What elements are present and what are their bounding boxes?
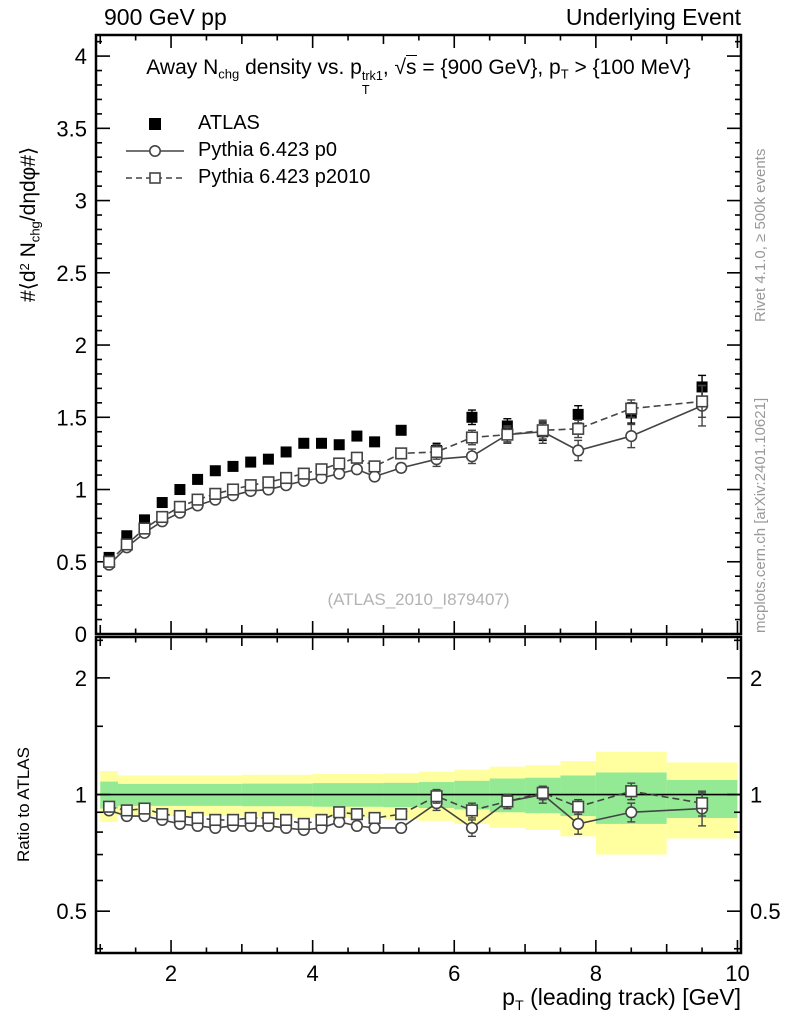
data-point-filled-square: [157, 497, 168, 508]
data-point-open-square: [537, 788, 548, 799]
tick-label: 0: [74, 622, 87, 647]
data-point-open-square: [537, 425, 548, 436]
tick-label: 3: [74, 188, 87, 214]
data-point-open-square: [697, 396, 708, 407]
tick-label: 10: [725, 961, 750, 986]
data-point-open-square: [245, 480, 256, 491]
data-point-filled-square: [396, 425, 407, 436]
data-point-open-square: [316, 464, 327, 475]
data-point-open-circle: [396, 463, 407, 474]
data-point-open-square: [502, 796, 513, 807]
data-point-open-square: [431, 447, 442, 458]
data-point-open-square: [467, 805, 478, 816]
data-point-open-square: [139, 803, 150, 814]
data-point-open-square: [121, 805, 132, 816]
data-point-open-square: [210, 815, 221, 826]
tick-label: 2: [74, 665, 87, 691]
data-point-open-circle: [369, 471, 380, 482]
title-part: ,: [382, 56, 395, 79]
analysis-id-watermark: (ATLAS_2010_I879407): [327, 590, 510, 609]
data-point-open-square: [192, 494, 203, 505]
rivet-version-note: Rivet 4.1.0, ≥ 500k events: [752, 148, 769, 322]
data-point-open-square: [175, 811, 186, 822]
data-point-open-circle: [573, 445, 584, 456]
data-point-open-square: [626, 403, 637, 414]
data-point-open-square: [299, 819, 310, 830]
title-supsub-pt-trk1: trk1 T: [361, 69, 383, 97]
sqrt-argument: s: [406, 56, 417, 79]
data-point-open-circle: [626, 807, 637, 818]
y-axis-title: $\#⟨d^2$ $N_{chg}/d\eta d\varphi\#⟩$: [17, 146, 43, 302]
data-point-open-square: [626, 786, 637, 797]
legend-item-pythia-p2010: [126, 164, 370, 191]
data-point-filled-square: [298, 438, 309, 449]
header-beam-energy: 900 GeV pp: [104, 4, 227, 30]
data-point-open-square: [245, 813, 256, 824]
data-point-filled-square: [573, 409, 584, 420]
data-point-open-square: [263, 477, 274, 488]
data-point-open-square: [157, 512, 168, 523]
ratio-axis-title: Ratio to ATLAS: [14, 747, 33, 862]
open-circle-line-marker-icon: [126, 144, 184, 158]
data-point-open-circle: [352, 821, 363, 832]
tick-label: 1.5: [56, 405, 87, 431]
open-square-dashed-marker-icon: [126, 171, 184, 185]
tick-label: 3.5: [56, 116, 87, 142]
tick-label: 4: [74, 44, 87, 70]
data-point-open-square: [502, 429, 513, 440]
data-point-filled-square: [334, 439, 345, 450]
data-point-open-circle: [573, 819, 584, 830]
plot-title: [96, 56, 741, 97]
data-point-open-circle: [467, 451, 478, 462]
mcplots-source-note: mcplots.cern.ch [arXiv:2401.10621]: [752, 397, 769, 633]
tick-label: 4: [306, 961, 319, 986]
data-point-open-square: [104, 556, 115, 567]
tick-label: 1: [750, 782, 763, 808]
legend-label: Pythia 6.423 p0: [198, 139, 337, 161]
tick-label: 8: [589, 961, 602, 986]
data-point-filled-square: [316, 438, 327, 449]
tick-label: 1: [74, 782, 87, 808]
data-point-open-circle: [334, 468, 345, 479]
data-point-filled-square: [174, 484, 185, 495]
data-point-filled-square: [263, 454, 274, 465]
data-point-open-square: [352, 809, 363, 820]
header-analysis-group: Underlying Event: [565, 4, 741, 30]
data-point-open-square: [299, 468, 310, 479]
title-part: Away N: [146, 56, 219, 79]
data-point-filled-square: [369, 436, 380, 447]
data-point-filled-square: [281, 446, 292, 457]
data-point-open-square: [396, 448, 407, 459]
data-point-open-square: [192, 813, 203, 824]
data-point-open-square: [352, 452, 363, 463]
data-point-open-square: [281, 473, 292, 484]
data-point-open-circle: [352, 464, 363, 475]
tick-label: 2: [164, 961, 178, 986]
data-point-open-square: [316, 815, 327, 826]
data-point-filled-square: [351, 431, 362, 442]
legend: [126, 110, 370, 191]
data-point-open-square: [369, 461, 380, 472]
tick-label: 1: [74, 477, 87, 503]
data-point-open-circle: [626, 431, 637, 442]
legend-label: ATLAS: [198, 112, 260, 134]
tick-label: 2.5: [56, 260, 87, 286]
data-point-open-square: [281, 815, 292, 826]
data-point-open-square: [369, 813, 380, 824]
sqrt-icon: √: [394, 56, 407, 79]
data-point-open-square: [334, 807, 345, 818]
data-point-open-square: [573, 801, 584, 812]
tick-label: 0.5: [56, 899, 87, 925]
tick-label: 0.5: [750, 899, 781, 925]
data-point-open-square: [175, 502, 186, 513]
title-sub-t: T: [560, 66, 569, 82]
data-point-filled-square: [466, 412, 477, 423]
legend-item-pythia-p0: [126, 137, 370, 164]
legend-item-atlas: [126, 110, 370, 137]
data-point-filled-square: [192, 474, 203, 485]
data-point-filled-square: [228, 461, 239, 472]
title-part: > {100 MeV}: [568, 56, 691, 79]
tick-label: 2: [750, 665, 763, 691]
data-point-open-square: [431, 791, 442, 802]
data-point-open-circle: [369, 823, 380, 834]
data-point-open-square: [139, 523, 150, 534]
data-point-open-square: [121, 539, 132, 550]
x-axis-title: $p_T$ (leading track) [GeV]: [502, 984, 741, 1014]
data-point-filled-square: [210, 465, 221, 476]
data-point-filled-square: [245, 457, 256, 468]
tick-label: 6: [448, 961, 461, 986]
filled-square-marker-icon: [126, 117, 184, 131]
tick-label: 2: [74, 333, 87, 359]
data-point-open-circle: [396, 823, 407, 834]
data-point-open-square: [210, 489, 221, 500]
data-point-open-square: [573, 424, 584, 435]
tick-label: 0.5: [56, 549, 87, 575]
title-sub-chg: chg: [218, 66, 240, 82]
title-part: = {900 GeV}, p: [416, 56, 561, 79]
data-point-open-circle: [467, 823, 478, 834]
legend-label: Pythia 6.423 p2010: [198, 166, 371, 188]
data-point-open-square: [467, 432, 478, 443]
data-point-open-square: [334, 458, 345, 469]
data-point-open-square: [228, 484, 239, 495]
data-point-open-square: [104, 801, 115, 812]
data-point-open-square: [697, 798, 708, 809]
data-point-open-square: [157, 809, 168, 820]
data-point-open-square: [396, 809, 407, 820]
title-part: density vs. p: [239, 56, 362, 79]
data-point-open-square: [228, 815, 239, 826]
data-point-open-square: [263, 813, 274, 824]
